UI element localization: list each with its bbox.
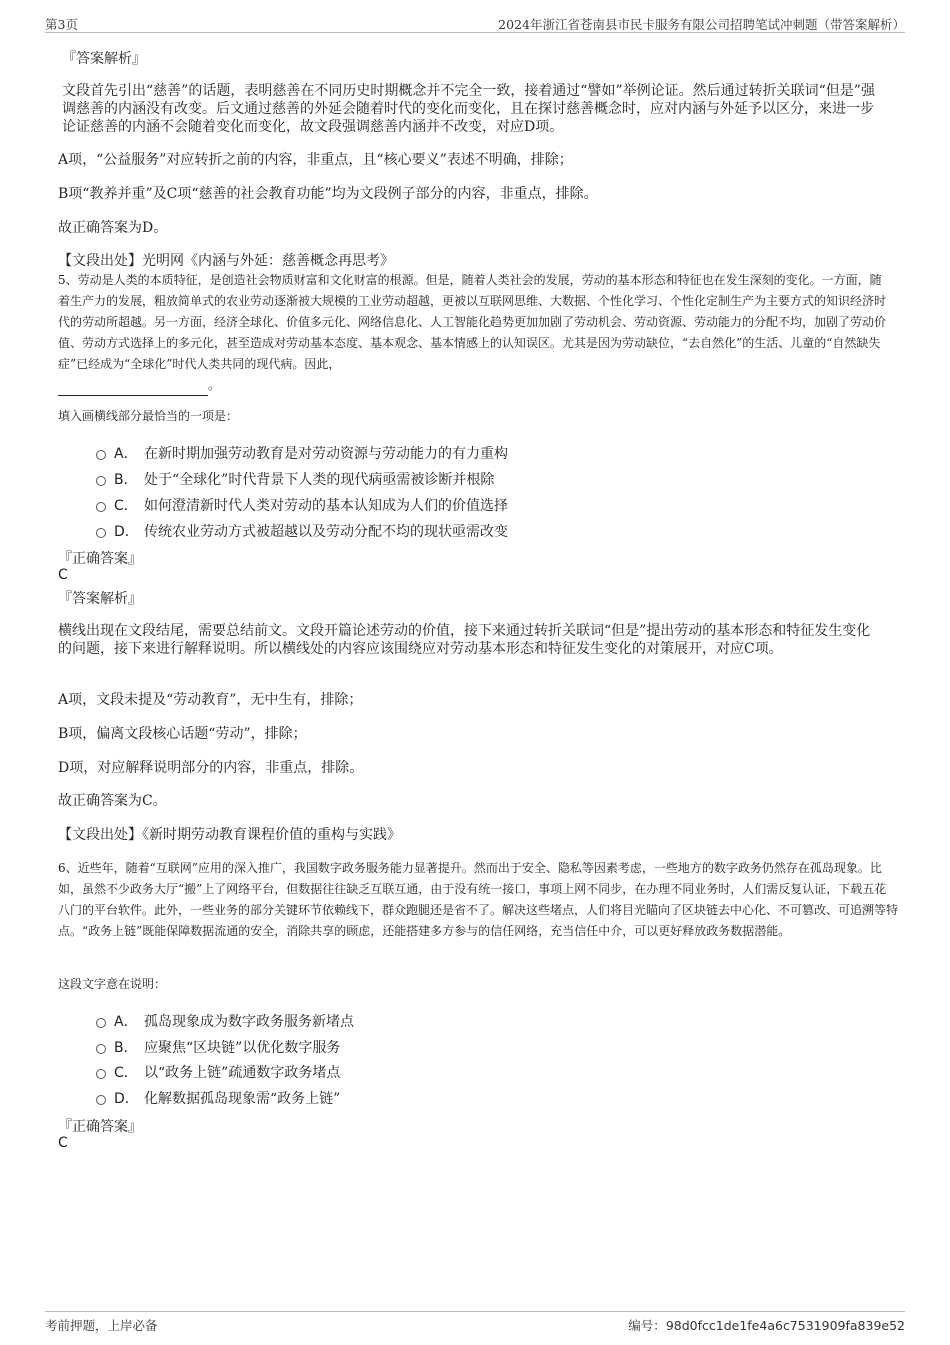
q6-option-b[interactable]: B． 应聚焦“区块链”以优化数字服务 — [96, 1037, 340, 1057]
document-code: 编号：98d0fcc1de1fe4a6c7531909fa839e52 — [628, 1318, 905, 1333]
q5-answer: C — [58, 567, 68, 583]
q5-option-d[interactable]: D． 传统农业劳动方式被超越以及劳动分配不均的现状亟需改变 — [96, 521, 508, 541]
radio-icon[interactable] — [96, 1095, 106, 1105]
q4-option-bc-analysis: B项“教养并重”及C项“慈善的社会教育功能”均为文段例子部分的内容，非重点，排除。 — [58, 186, 598, 202]
radio-icon[interactable] — [96, 1069, 106, 1079]
q5-stem-text: 5、劳动是人类的本质特征，是创造社会物质财富和文化财富的根源。但是，随着人类社会的发展，劳动的基本形态和特征也在发生深刻的变化。一方面，随着生产力的发展，粗放简单式的农业劳动逐渐被大规模的工业劳动超越，更被以互联网思维、大数据、个性化学习、个性化定制生产为主要方式的知识经济时代的劳动所超越。另一方面，经济全球化、价值多元化、网络信息化、人工智能化趋势更加加剧了劳动机会、劳动资源、劳动能力的分配不均，加剧了劳动价值、劳动方式选择上的多元化，甚至造成对劳动基本态度、基本观念、基本情感上的认知误区。尤其是因为劳动缺位，“去自然化”的生活、儿童的“自然缺失症”已经成为“全球化”时代人类共同的现代病。因此， — [58, 273, 887, 371]
q6-prompt: 这段文字意在说明： — [58, 977, 167, 991]
radio-icon[interactable] — [96, 1018, 106, 1028]
q6-answer: C — [58, 1135, 68, 1151]
footer-slogan: 考前押题，上岸必备 — [45, 1318, 158, 1333]
q5-conclusion: 故正确答案为C。 — [58, 793, 167, 809]
page-header — [45, 14, 905, 33]
fill-blank-line — [58, 383, 208, 396]
q5-option-a-analysis: A项，文段未提及“劳动教育”，无中生有，排除； — [58, 692, 363, 708]
document-title: 2024年浙江省苍南县市民卡服务有限公司招聘笔试冲刺题（带答案解析） — [498, 17, 905, 32]
radio-icon[interactable] — [96, 528, 106, 538]
q6-option-a[interactable]: A． 孤岛现象成为数字政务服务新堵点 — [96, 1011, 354, 1031]
q4-explain-text: 文段首先引出“慈善”的话题，表明慈善在不同历史时期概念并不完全一致，接着通过“譬如”举例论证。然后通过转折关联词“但是”强调慈善的内涵没有改变。后文通过慈善的外延会随着时代的变化而变化，且在探讨慈善概念时，应对内涵与外延予以区分，来进一步论证慈善的内涵不会随着变化而变化，故文段强调慈善内涵并不改变，对应D项。 — [62, 83, 875, 135]
q5-option-c[interactable]: C． 如何澄清新时代人类对劳动的基本认知成为人们的价值选择 — [96, 495, 508, 515]
q5-explain-text: 横线出现在文段结尾，需要总结前文。文段开篇论述劳动的价值，接下来通过转折关联词“但是”提出劳动的基本形态和特征发生变化的问题，接下来进行解释说明。所以横线处的内容应该围绕应对劳动基本形态和特征发生变化的对策展开，对应C项。 — [58, 623, 871, 657]
radio-icon[interactable] — [96, 450, 106, 460]
q5-stem — [58, 270, 890, 396]
q4-source: 【文段出处】光明网《内涵与外延：慈善概念再思考》 — [58, 253, 394, 269]
radio-icon[interactable] — [96, 476, 106, 486]
q5-answer-label: 『正确答案』 — [58, 551, 142, 567]
q5-source: 【文段出处】《新时期劳动教育课程价值的重构与实践》 — [58, 827, 401, 843]
q6-stem: 6、近些年，随着“互联网”应用的深入推广，我国数字政务服务能力显著提升。然而出于安全、隐私等因素考虑，一些地方的数字政务仍然存在孤岛现象。比如，虽然不少政务大厅“搬”上了网络平台，但数据往往缺乏互联互通，由于没有统一接口，事项上网不同步，在办理不同业务时，人们需反复认证，下载五花八门的平台软件。此外，一些业务的部分关键环节依赖线下，群众跑腿还是省不了。解决这些堵点，人们将目光瞄向了区块链去中心化、不可篡改、可追溯等特点。“政务上链”既能保障数据流通的安全，消除共享的顾虑，还能搭建多方参与的信任网络，充当信任中介，可以更好释放政务数据潜能。 — [58, 861, 899, 938]
q4-option-a-analysis: A项，“公益服务”对应转折之前的内容，非重点，且“核心要义”表述不明确，排除； — [58, 152, 573, 168]
q5-prompt: 填入画横线部分最恰当的一项是： — [58, 409, 239, 423]
q5-option-a[interactable]: A． 在新时期加强劳动教育是对劳动资源与劳动能力的有力重构 — [96, 443, 508, 463]
q4-conclusion: 故正确答案为D。 — [58, 220, 168, 236]
radio-icon[interactable] — [96, 1044, 106, 1054]
q5-option-b-analysis: B项，偏离文段核心话题“劳动”，排除； — [58, 726, 307, 742]
q5-option-d-analysis: D项，对应解释说明部分的内容，非重点，排除。 — [58, 760, 364, 776]
q5-stem-end: 。 — [208, 378, 221, 392]
q5-explain-label: 『答案解析』 — [58, 591, 142, 607]
q6-option-c[interactable]: C． 以“政务上链”疏通数字政务堵点 — [96, 1062, 340, 1082]
q5-option-b[interactable]: B． 处于“全球化”时代背景下人类的现代病亟需被诊断并根除 — [96, 469, 494, 489]
page-number: 第3页 — [45, 17, 78, 32]
radio-icon[interactable] — [96, 502, 106, 512]
q4-explain-label: 『答案解析』 — [62, 51, 146, 67]
q6-answer-label: 『正确答案』 — [58, 1119, 142, 1135]
page-footer — [45, 1311, 905, 1332]
q6-option-d[interactable]: D． 化解数据孤岛现象需“政务上链” — [96, 1088, 340, 1108]
